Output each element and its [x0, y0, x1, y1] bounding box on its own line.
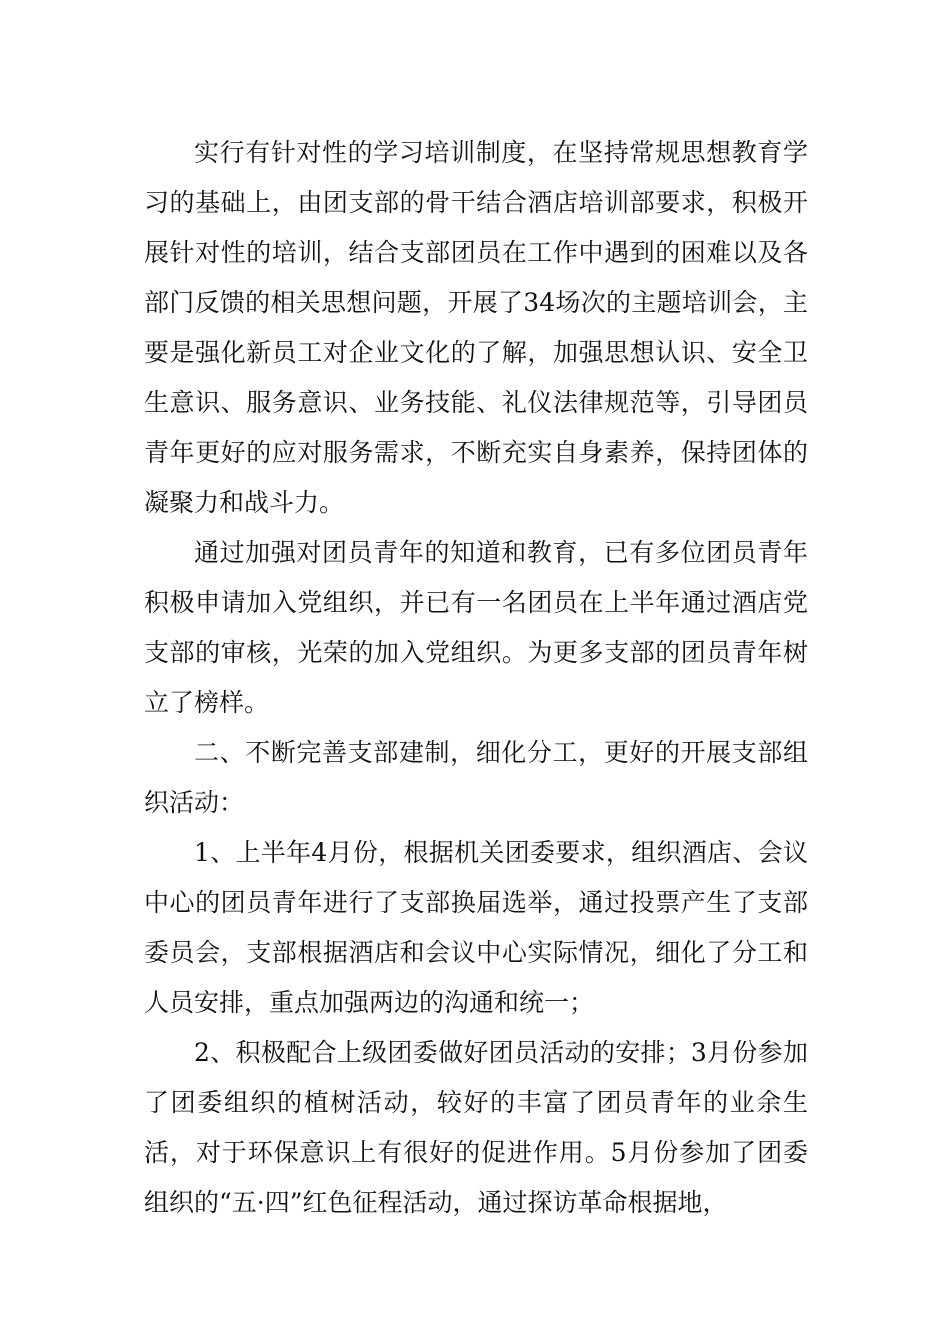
paragraph-item-one: 1、上半年4月份，根据机关团委要求，组织酒店、会议中心的团员青年进行了支部换届选举，通过投票产生了支部委员会，支部根据酒店和会议中心实际情况，细化了分工和人员安排，重点加强两边的沟通和统一； — [144, 838, 808, 1017]
document-body — [144, 128, 808, 1228]
paragraph-party-join: 通过加强对团员青年的知道和教育，已有多位团员青年积极申请加入党组织，并已有一名团员在上半年通过酒店党支部的审核，光荣的加入党组织。为更多支部的团员青年树立了榜样。 — [144, 538, 808, 717]
paragraph-section-two-heading: 二、不断完善支部建制，细化分工，更好的开展支部组织活动： — [144, 738, 808, 817]
paragraph-training: 实行有针对性的学习培训制度，在坚持常规思想教育学习的基础上，由团支部的骨干结合酒店培训部要求，积极开展针对性的培训，结合支部团员在工作中遇到的困难以及各部门反馈的相关思想问题，开展了34场次的主题培训会，主要是强化新员工对企业文化的了解，加强思想认识、安全卫生意识、服务意识、业务技能、礼仪法律规范等，引导团员青年更好的应对服务需求，不断充实自身素养，保持团体的凝聚力和战斗力。 — [144, 138, 808, 517]
paragraph-item-two: 2、积极配合上级团委做好团员活动的安排；3月份参加了团委组织的植树活动，较好的丰富了团员青年的业余生活，对于环保意识上有很好的促进作用。5月份参加了团委组织的“五·四”红色征程活动，通过探访革命根据地， — [144, 1038, 808, 1217]
